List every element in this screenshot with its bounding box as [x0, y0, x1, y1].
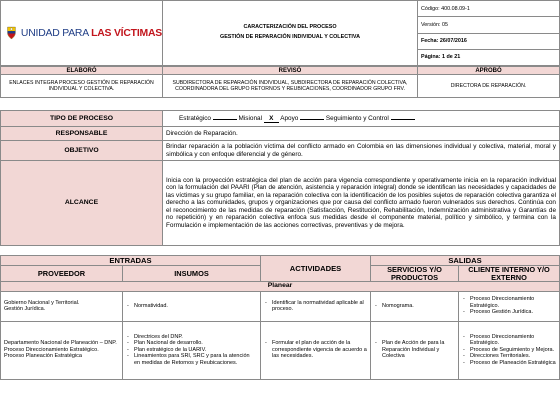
cliente-cell: - Proceso Direccionamiento Estratégico. - Proceso de Seguimiento y Mejora. - Direcciones Territoriales. - Proceso de Planeación Estratégica: [459, 321, 560, 379]
alcance-value: Inicia con la proyección estratégica del plan de acción para vigencia correspondiente y operativamente inicia en la reparación individual con la formulación del PAARI (Plan de atención, asistencia y reparación integral) donde se identifican las necesidades y capacidades de las víctimas y su grupo familiar, en la reparación colectiva con la identificación de los posibles sujetos de reparación colectiva garantiza el derecho a las comunidades, grupos y organizaciones que por causa del conflicto armado fueron vulnerados sus derechos. Continúa con el reconocimiento de las medidas de reparación (Satisfacción, Restitución, Rehabilitación, Indemnización administrativa y Garantías de no repetición) y en reparación colectiva enfoca sus medidas desde el componente material, político y simbólico, y termina con la Formulación e implementación de las acciones correctivas, preventivas y de mejora.: [163, 161, 560, 246]
responsable-value: Dirección de Reparación.: [163, 127, 560, 141]
servicios-cell: - Nomograma.: [371, 291, 459, 321]
servicios-cell: - Plan de Acción de para la Reparación Individual y Colectiva: [371, 321, 459, 379]
phase-planear: Planear: [1, 282, 560, 291]
insumos-cell: - Normatividad.: [123, 291, 261, 321]
meta-page: Página: 1 de 21: [418, 49, 560, 65]
actividad-cell: - Formular el plan de acción de la correspondiente vigencia de acuerdo a las necesidades.: [261, 321, 371, 379]
meta-date: Fecha: 26/07/2016: [418, 33, 560, 49]
title-line-2: GESTIÓN DE REPARACIÓN INDIVIDUAL Y COLECTIVA: [220, 34, 360, 40]
approval-table: [0, 66, 560, 98]
table-row: [1, 321, 560, 379]
misional-mark: X: [264, 115, 279, 123]
option-misional: Misional: [238, 114, 262, 122]
proveedor-cell: Departamento Nacional de Planeación – DNP. Proceso Direccionamiento Estratégico. Proceso Planeación Estratégica: [1, 321, 123, 379]
inputs-outputs-table: [0, 255, 560, 380]
document-title: [163, 1, 418, 66]
objetivo-label: OBJETIVO: [1, 141, 163, 161]
option-seguimiento: Seguimiento y Control: [325, 114, 389, 122]
proveedor-header: PROVEEDOR: [1, 266, 123, 282]
proveedor-cell: Gobierno Nacional y Territorial. Gestión Jurídica.: [1, 291, 123, 321]
elaboro-value: ENLACES INTEGRA PROCESO GESTIÓN DE REPARACIÓN INDIVIDUAL Y COLECTIVA.: [1, 75, 163, 98]
unidad-victimas-logo: [1, 20, 162, 46]
title-line-1: CARACTERIZACIÓN DEL PROCESO: [243, 24, 337, 31]
reviso-header: REVISÓ: [163, 67, 418, 75]
aprobo-header: APROBÓ: [418, 67, 560, 75]
logo-wordmark: UNIDAD PARA LAS VÍCTIMAS: [20, 27, 162, 39]
servicios-header: SERVICIOS Y/O PRODUCTOS: [371, 266, 459, 282]
alcance-label: ALCANCE: [1, 161, 163, 246]
reviso-value: SUBDIRECTORA DE REPARACIÓN INDIVIDUAL, SUBDIRECTORA DE REPARACIÓN COLECTIVA, COORDINADORA DEL GRUPO RETORNOS Y REUBICACIONES, COORDINADOR GRUPO FRV.: [163, 75, 418, 98]
meta-version: Versión: 05: [418, 17, 560, 33]
logo-cell: [1, 1, 163, 66]
actividad-cell: - Identificar la normatividad aplicable al proceso.: [261, 291, 371, 321]
salidas-header: SALIDAS: [371, 256, 560, 266]
option-apoyo: Apoyo: [280, 114, 299, 122]
responsable-label: RESPONSABLE: [1, 127, 163, 141]
tipo-proceso-options: [163, 111, 560, 127]
colombia-shield-icon: [7, 20, 16, 46]
cliente-cell: - Proceso Direccionamiento Estratégico. - Proceso Gestión Jurídica.: [459, 291, 560, 321]
document-header: [0, 0, 560, 66]
actividades-header: ACTIVIDADES: [261, 256, 371, 282]
elaboro-header: ELABORÓ: [1, 67, 163, 75]
objetivo-value: Brindar reparación a la población víctima del conflicto armado en Colombia en las dimensiones individual y colectiva, material, moral y simbólica y con enfoque diferencial y de género.: [163, 141, 560, 161]
insumos-cell: - Directrices del DNP. - Plan Nacional de desarrollo. - Plan estratégico de la UARIV. - Lineamientos para SRI, SRC y para la atención en medidas de Retornos y Reubicaciones.: [123, 321, 261, 379]
insumos-header: INSUMOS: [123, 266, 261, 282]
meta-code: Código: 400.08.09-1: [418, 1, 560, 17]
option-estrategico: Estratégico: [179, 114, 211, 122]
process-info-table: [0, 110, 560, 246]
aprobo-value: DIRECTORA DE REPARACIÓN.: [418, 75, 560, 98]
entradas-header: ENTRADAS: [1, 256, 261, 266]
tipo-proceso-label: TIPO DE PROCESO: [1, 111, 163, 127]
cliente-header: CLIENTE INTERNO Y/O EXTERNO: [459, 266, 560, 282]
table-row: [1, 291, 560, 321]
